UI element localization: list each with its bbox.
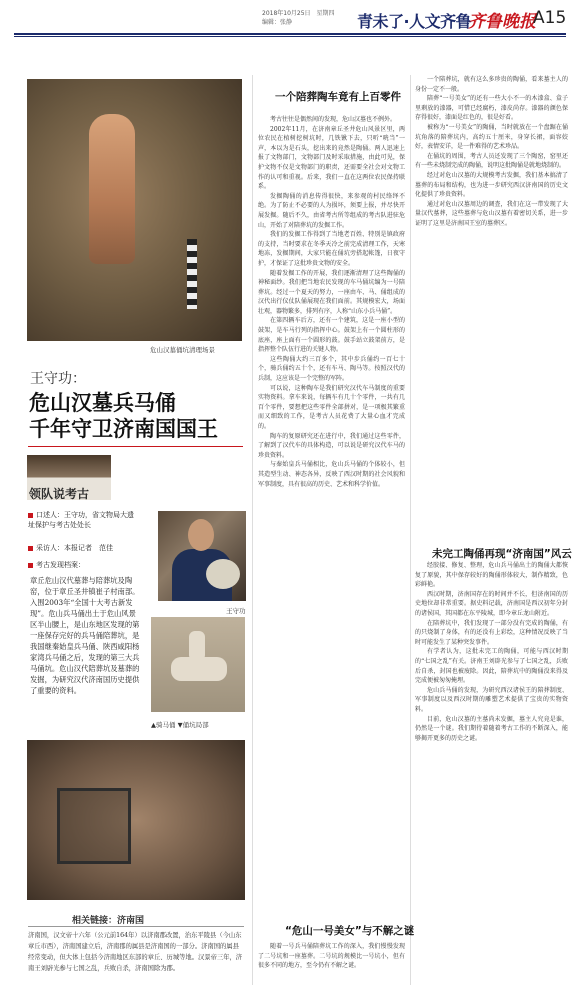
title-rule	[28, 446, 243, 447]
subheading-2: 未完工陶俑再现“济南国”风云	[432, 548, 572, 560]
header-meta	[262, 9, 335, 27]
paragraph: 这些陶俑大约三百多个，其中步兵俑约一百七十个，骑兵俑约五十个，还有车马、陶马等。按照汉代的兵制，这应该是一个完整的军阵。	[258, 355, 405, 383]
paragraph: 目前，危山汉墓的主墓尚未发掘，墓主人究竟是谁，仍然是一个谜。我们期待着随着考古工作的不断深入，能够揭开更多的历史之谜。	[415, 715, 568, 742]
excavation-photo	[27, 79, 242, 341]
pit-frame	[57, 788, 131, 864]
header-rule-thin	[14, 36, 566, 37]
related-body: 济南国，汉文帝十六年（公元前164年）以济南郡改置，治东平陵县（今山东章丘市西），济南国建立后，济南郡的属县是济南国的一部分。济南国的属县经常变动，但大体上包括今济南地区东部的章丘、历城等地。汉景帝三年，济南王刘辟光参与七国之乱，兵败自杀，济南国除为郡。	[28, 932, 243, 972]
paragraph: 在俑坑的周围，考古人员还发现了三个陶窑，窑里还有一些未烧制完成的陶俑，说明这批陶俑是就地烧制的。	[415, 152, 568, 170]
horse-rider-photo	[151, 617, 245, 712]
paragraph: 随着一号兵马俑陪葬坑工作的深入，我们慢慢发现了二号坑和一座墓葬。二号坑的规模比一号坑小，但有很多不同的地方，至今仍有不解之谜。	[258, 943, 405, 970]
pottery-vase	[206, 559, 240, 589]
title-line-1: 危山汉墓兵马俑	[29, 391, 176, 415]
newspaper-logo: 齐鲁晚报	[468, 12, 536, 32]
column-divider	[410, 75, 411, 985]
bullet-icon	[28, 563, 33, 568]
related-rule	[28, 926, 244, 927]
paragraph: 一个陪葬坑，就有这么多珍贵的陶俑，看来墓主人的身份一定不一般。	[415, 76, 568, 93]
article-title	[29, 390, 218, 442]
column-tag: 领队说考古	[29, 487, 90, 501]
article-column-a	[258, 115, 405, 910]
paragraph: 陪葬“一号美女”的还有一些大小不一的木漆盒、盒子里剩放的漆器，可惜已经腐朽，漆皮尚存。漆器的颜色保存得很好，漆面是红色的，很是好看。	[415, 95, 568, 122]
photo-caption: 危山汉墓俑坑清理场景	[150, 346, 215, 354]
paragraph: 2002年11月，在济南章丘圣井危山风景区里，两位农民在植树挖树坑时，几铁锹下去，只听“咣当”一声，本以为是石头，挖出来的竟然是陶俑。两人迅速上报了文物部门，文物部门及时采取措施，由此可见，保护文物不仅是文物部门的职责，还需要全社会对文物工作的认可和重视。后来，我们一直在这两位农民保持联系。	[258, 125, 405, 191]
rider-figure	[189, 631, 205, 661]
paragraph: 与秦始皇兵马俑相比，危山兵马俑的个体较小，但其造型生动、神态各异，反映了西汉时期的社会风貌和军事制度，具有很高的历史、艺术和科学价值。	[258, 461, 405, 488]
paragraph: 危山兵马俑的发现，为研究西汉诸侯王的陪葬制度、军事制度以及西汉时期的雕塑艺术提供了宝贵的实物资料。	[415, 686, 568, 713]
article-column-c	[415, 561, 568, 983]
bullet-icon	[28, 546, 33, 551]
interviewee: 口述人：王守功，省文物局大遗址保护与考古处处长	[28, 511, 134, 529]
header-editor: 编辑：张静	[262, 19, 293, 26]
title-line-2: 千年守卫济南国国王	[29, 417, 218, 441]
portrait-head	[188, 519, 214, 551]
subheading-1: 一个陪葬陶车竟有上百零件	[275, 91, 401, 103]
paragraph: 考古往往是偶然间的发现，危山汉墓也不例外。	[270, 116, 397, 123]
header-date: 2018年10月25日 星期四	[262, 10, 335, 17]
article-byline: 王守功：	[30, 371, 86, 387]
page-number: A15	[533, 8, 567, 28]
paragraph: 随着发掘工作的开展，我们逐渐清理了这些陶俑的神秘面纱。我们把当地农民发现的车马俑坑编为一号陪葬坑。经过一个夏天的努力，一座由车、马、俑组成的汉代出行仪仗队俑展现在我们面前。其规模宏大，场面壮观，器物繁多，排列有序，人称“山东小兵马俑”。	[258, 269, 405, 315]
column-divider	[252, 75, 253, 985]
article-column-b	[415, 75, 568, 512]
bullet-icon	[28, 513, 33, 518]
paragraph: 有学者认为，这批未完工的陶俑，可能与西汉时期的“七国之乱”有关。济南王刘辟光参与了七国之乱，兵败后自杀，封国也被废除。因此，陪葬坑中的陶俑没来得及完成便被匆匆掩埋。	[415, 648, 568, 685]
paragraph: 陶车的复原研究还在进行中，我们通过这些零件，了解到了汉代车的具体构造，可以说是研究汉代车马的珍贵资料。	[258, 432, 405, 459]
pit-detail-photo	[27, 740, 245, 900]
terracotta-figure	[89, 114, 135, 264]
article-column-d	[258, 942, 405, 987]
archive-label: 考古发现档案：	[28, 560, 140, 570]
portrait-caption: 王守功	[226, 607, 246, 615]
paragraph: 可以说，这种陶车是我们研究汉代车马制度的重要实物资料。拿车来说，每辆车有几十个零件，一共有几百个零件，要想把这些零件全部拼对，是一项极其繁重而又细致的工作，是考古人员花费了大量心血才完成的。	[258, 384, 405, 430]
paragraph: 我们的发掘工作得到了当地老百姓、特别是镇政府的支持，当时要求在冬季天冷之前完成清理工作，天寒地冻，发掘期间，大家只能在俑坑旁搭起帐篷，日夜守护，才保证了这批珍贵文物的安全。	[258, 231, 405, 267]
section-title: 青未了·人文齐鲁	[357, 12, 472, 31]
paragraph: 发掘陶俑的消息传得很快，来参观的村民络绎不绝。为了防止不必要的人为损坏，须要上报，并尽快开展发掘。随后不久，由省考古所等组成的考古队进驻危山，开始了对陪葬坑的发掘工作。	[258, 192, 405, 229]
subheading-3: “危山一号美女”与不解之谜	[285, 925, 415, 937]
paragraph: 经过对危山汉墓的大规模考古发掘，我们基本搞清了墓葬的布局和结构，也为进一步研究西汉济南国的历史文化提供了珍贵资料。	[415, 171, 568, 199]
paragraph: 西汉时期，济南国存在的时间并不长，但济南国的历史地位却非常重要。据史料记载，济南国是西汉初年分封的诸侯国，其国都在东平陵城，即今章丘龙山附近。	[415, 590, 568, 617]
archive-lead: 章丘危山汉代墓葬与陪葬坑及陶窑，位于章丘圣井镇崔子村南部。入围2003年“全国十大考古新发现”。危山兵马俑出土于危山风景区半山腰上，是山东地区发现的第一座保存完好的兵马俑陪葬坑，是我国继秦始皇兵马俑、陕西咸阳杨家湾兵马俑之后，发现的第三大兵马俑坑。危山汉代陪葬坑及墓葬的发掘，为研究汉代济南国历史提供了重要的资料。	[30, 576, 140, 695]
header-rule	[14, 33, 566, 35]
paragraph: 通过对危山汉墓周边的调查，我们在这一带发现了大量汉代墓葬，这些墓葬与危山汉墓有着密切关系，进一步证明了这里是济南国王室的墓葬区。	[415, 200, 568, 227]
scale-ruler	[187, 239, 197, 309]
paragraph: 在陪葬坑中，我们发现了一部分没有完成的陶俑，有的只烧制了身体，有的还没有上彩绘，这种情况反映了当时可能发生了某种突发事件。	[415, 619, 568, 646]
related-heading: 相关链接：济南国	[72, 916, 145, 926]
paragraph: 在第四辆车后方，还有一个建筑，这是一座小型的鼓架，是车马行列的指挥中心。鼓架上有一个圆柱形的底座，座上面有一个圆形的鼓。鼓手站立鼓架前方，是指挥整个队伍行进的关键人物。	[258, 317, 405, 354]
paragraph: 经胶接、修复、整理，危山兵马俑出土的陶俑大都恢复了原貌，其中保存较好的陶俑形体较大，制作精致，色彩鲜艳。	[415, 562, 568, 589]
horse-caption: ▲骑马俑 ▼俑坑局部	[151, 721, 209, 729]
interviewer: 采访人：本报记者 范佳	[28, 543, 140, 553]
portrait-photo	[158, 511, 246, 601]
paragraph: 被称为“一号美女”的陶俑，当时就放在一个盘踞在俑坑角落的陪葬坑内，高约五十厘米，身穿长裙，面容姣好，表情安详，是一件难得的艺术珍品。	[415, 123, 568, 151]
